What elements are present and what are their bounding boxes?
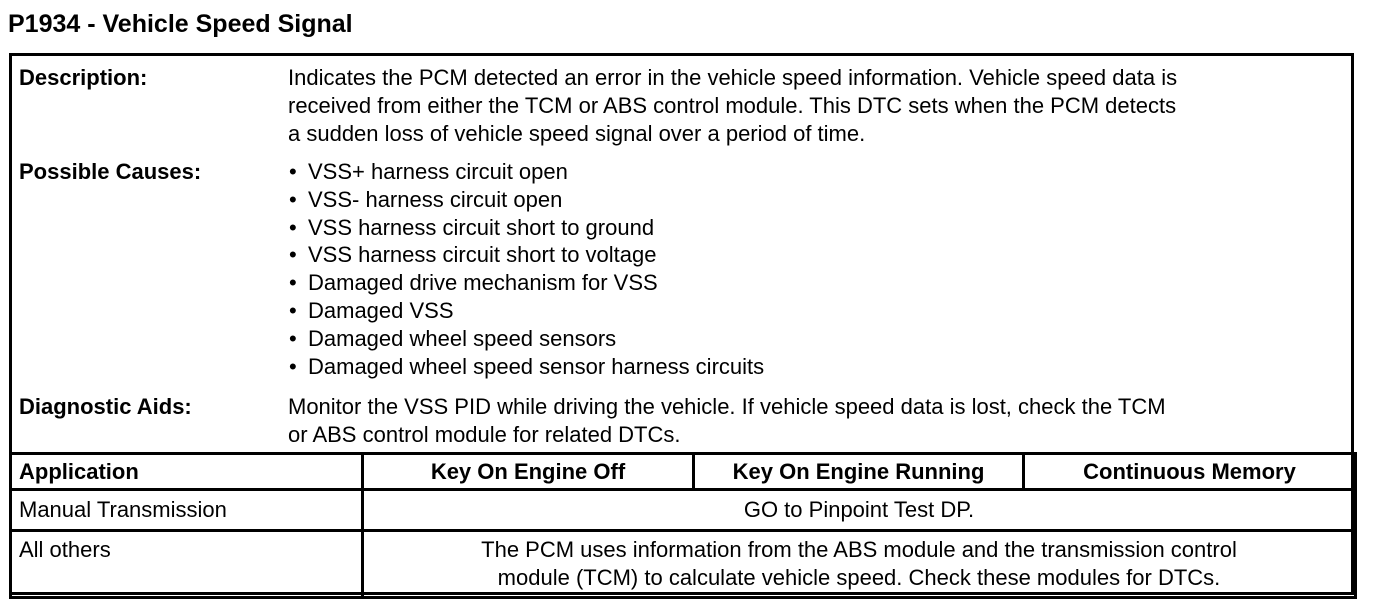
diagnostic-aids-line: Monitor the VSS PID while driving the vehicle. If vehicle speed data is lost, check the TCM	[288, 394, 1166, 419]
cause-item: • VSS+ harness circuit open	[288, 158, 764, 186]
possible-causes-label: Possible Causes:	[19, 159, 202, 184]
header-application: Application	[11, 454, 363, 490]
cause-item: • VSS harness circuit short to voltage	[288, 241, 764, 269]
description-line: Indicates the PCM detected an error in the vehicle speed information. Vehicle speed data is	[288, 65, 1178, 90]
application-cell: Manual Transmission	[11, 490, 363, 531]
header-koer: Key On Engine Running	[694, 454, 1024, 490]
cause-item: • Damaged drive mechanism for VSS	[288, 269, 764, 297]
diagnostic-aids-text	[288, 393, 1166, 449]
cause-item: • Damaged wheel speed sensor harness circuits	[288, 353, 764, 381]
description-line: received from either the TCM or ABS control module. This DTC sets when the PCM detects	[288, 93, 1177, 118]
action-line: GO to Pinpoint Test DP.	[743, 497, 975, 522]
action-line: module (TCM) to calculate vehicle speed. Check these modules for DTCs.	[497, 565, 1221, 590]
description-line: a sudden loss of vehicle speed signal over a period of time.	[288, 121, 866, 146]
possible-causes-list	[288, 158, 764, 380]
header-koeo: Key On Engine Off	[363, 454, 694, 490]
cause-item: • VSS- harness circuit open	[288, 186, 764, 214]
cause-item: • Damaged VSS	[288, 297, 764, 325]
page-title: P1934 - Vehicle Speed Signal	[8, 10, 353, 38]
cause-item: • Damaged wheel speed sensors	[288, 325, 764, 353]
action-cell	[363, 531, 1356, 598]
action-cell	[363, 490, 1356, 531]
diagnostic-aids-label: Diagnostic Aids:	[19, 394, 192, 419]
cause-item: • VSS harness circuit short to ground	[288, 214, 764, 242]
description-label: Description:	[19, 65, 148, 90]
table-row	[11, 490, 1356, 531]
action-line: The PCM uses information from the ABS module and the transmission control	[481, 537, 1237, 562]
description-text	[288, 64, 1177, 148]
application-cell: All others	[11, 531, 363, 598]
table-row	[11, 531, 1356, 598]
table-header-row	[11, 454, 1356, 490]
header-continuous-memory: Continuous Memory	[1024, 454, 1356, 490]
diagnostic-aids-line: or ABS control module for related DTCs.	[288, 422, 681, 447]
application-table	[9, 452, 1357, 599]
